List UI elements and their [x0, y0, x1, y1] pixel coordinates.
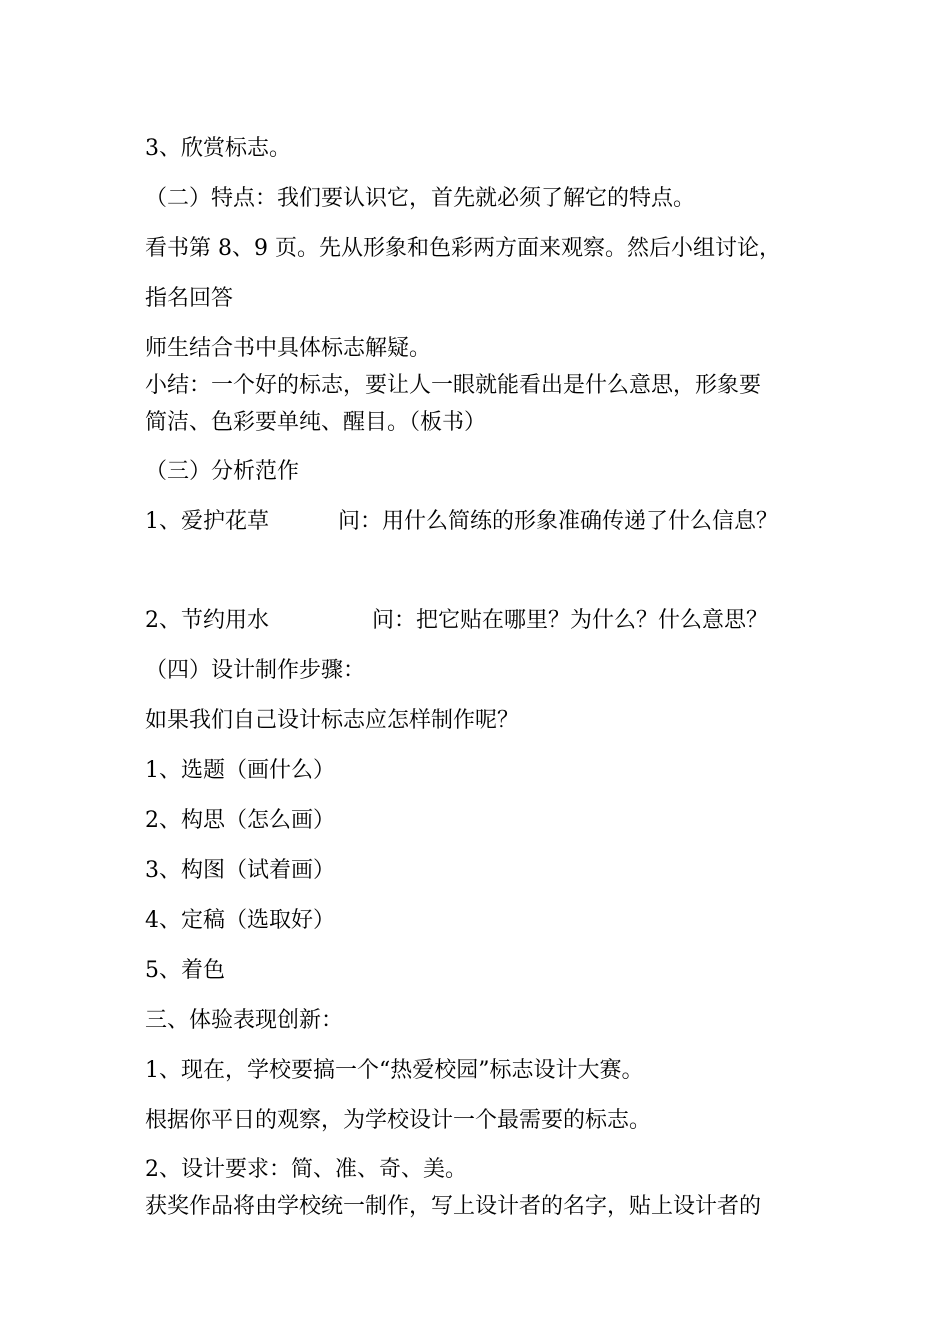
text-line: 根据你平日的观察，为学校设计一个最需要的标志。: [145, 1108, 652, 1133]
text-line: 如果我们自己设计标志应怎样制作呢？: [145, 708, 520, 733]
text-line: 小结：一个好的标志，要让人一眼就能看出是什么意思，形象要: [145, 373, 762, 398]
text-line: 3、欣赏标志。: [145, 136, 291, 161]
text-line: 师生结合书中具体标志解疑。: [145, 336, 432, 361]
text-line: 指名回答: [145, 286, 234, 311]
list-item: 1、选题（画什么）: [145, 758, 335, 783]
text-line: 看书第 8、9 页。先从形象和色彩两方面来观察。然后小组讨论，: [145, 236, 781, 261]
text-line: 简洁、色彩要单纯、醒目。（板书）: [145, 410, 487, 435]
text-line: 2、节约用水: [145, 608, 269, 633]
text-line: 问：用什么简练的形象准确传递了什么信息？: [338, 509, 779, 534]
text-line: 获奖作品将由学校统一制作，写上设计者的名字，贴上设计者的: [145, 1194, 762, 1219]
list-item: 4、定稿（选取好）: [145, 908, 335, 933]
section-heading: （四）设计制作步骤：: [145, 658, 366, 683]
list-item: 2、构思（怎么画）: [145, 808, 335, 833]
section-heading: （三）分析范作: [145, 459, 300, 484]
text-line: 问：把它贴在哪里？为什么？什么意思？: [372, 608, 769, 633]
text-line: 1、爱护花草: [145, 509, 269, 534]
list-item: 3、构图（试着画）: [145, 858, 335, 883]
section-heading: （二）特点：我们要认识它，首先就必须了解它的特点。: [145, 186, 696, 211]
text-line: 2、设计要求：简、准、奇、美。: [145, 1157, 467, 1182]
list-item: 5、着色: [145, 958, 225, 983]
text-line: 1、现在，学校要搞一个“热爱校园”标志设计大赛。: [145, 1058, 644, 1083]
section-heading: 三、体验表现创新：: [145, 1008, 344, 1033]
